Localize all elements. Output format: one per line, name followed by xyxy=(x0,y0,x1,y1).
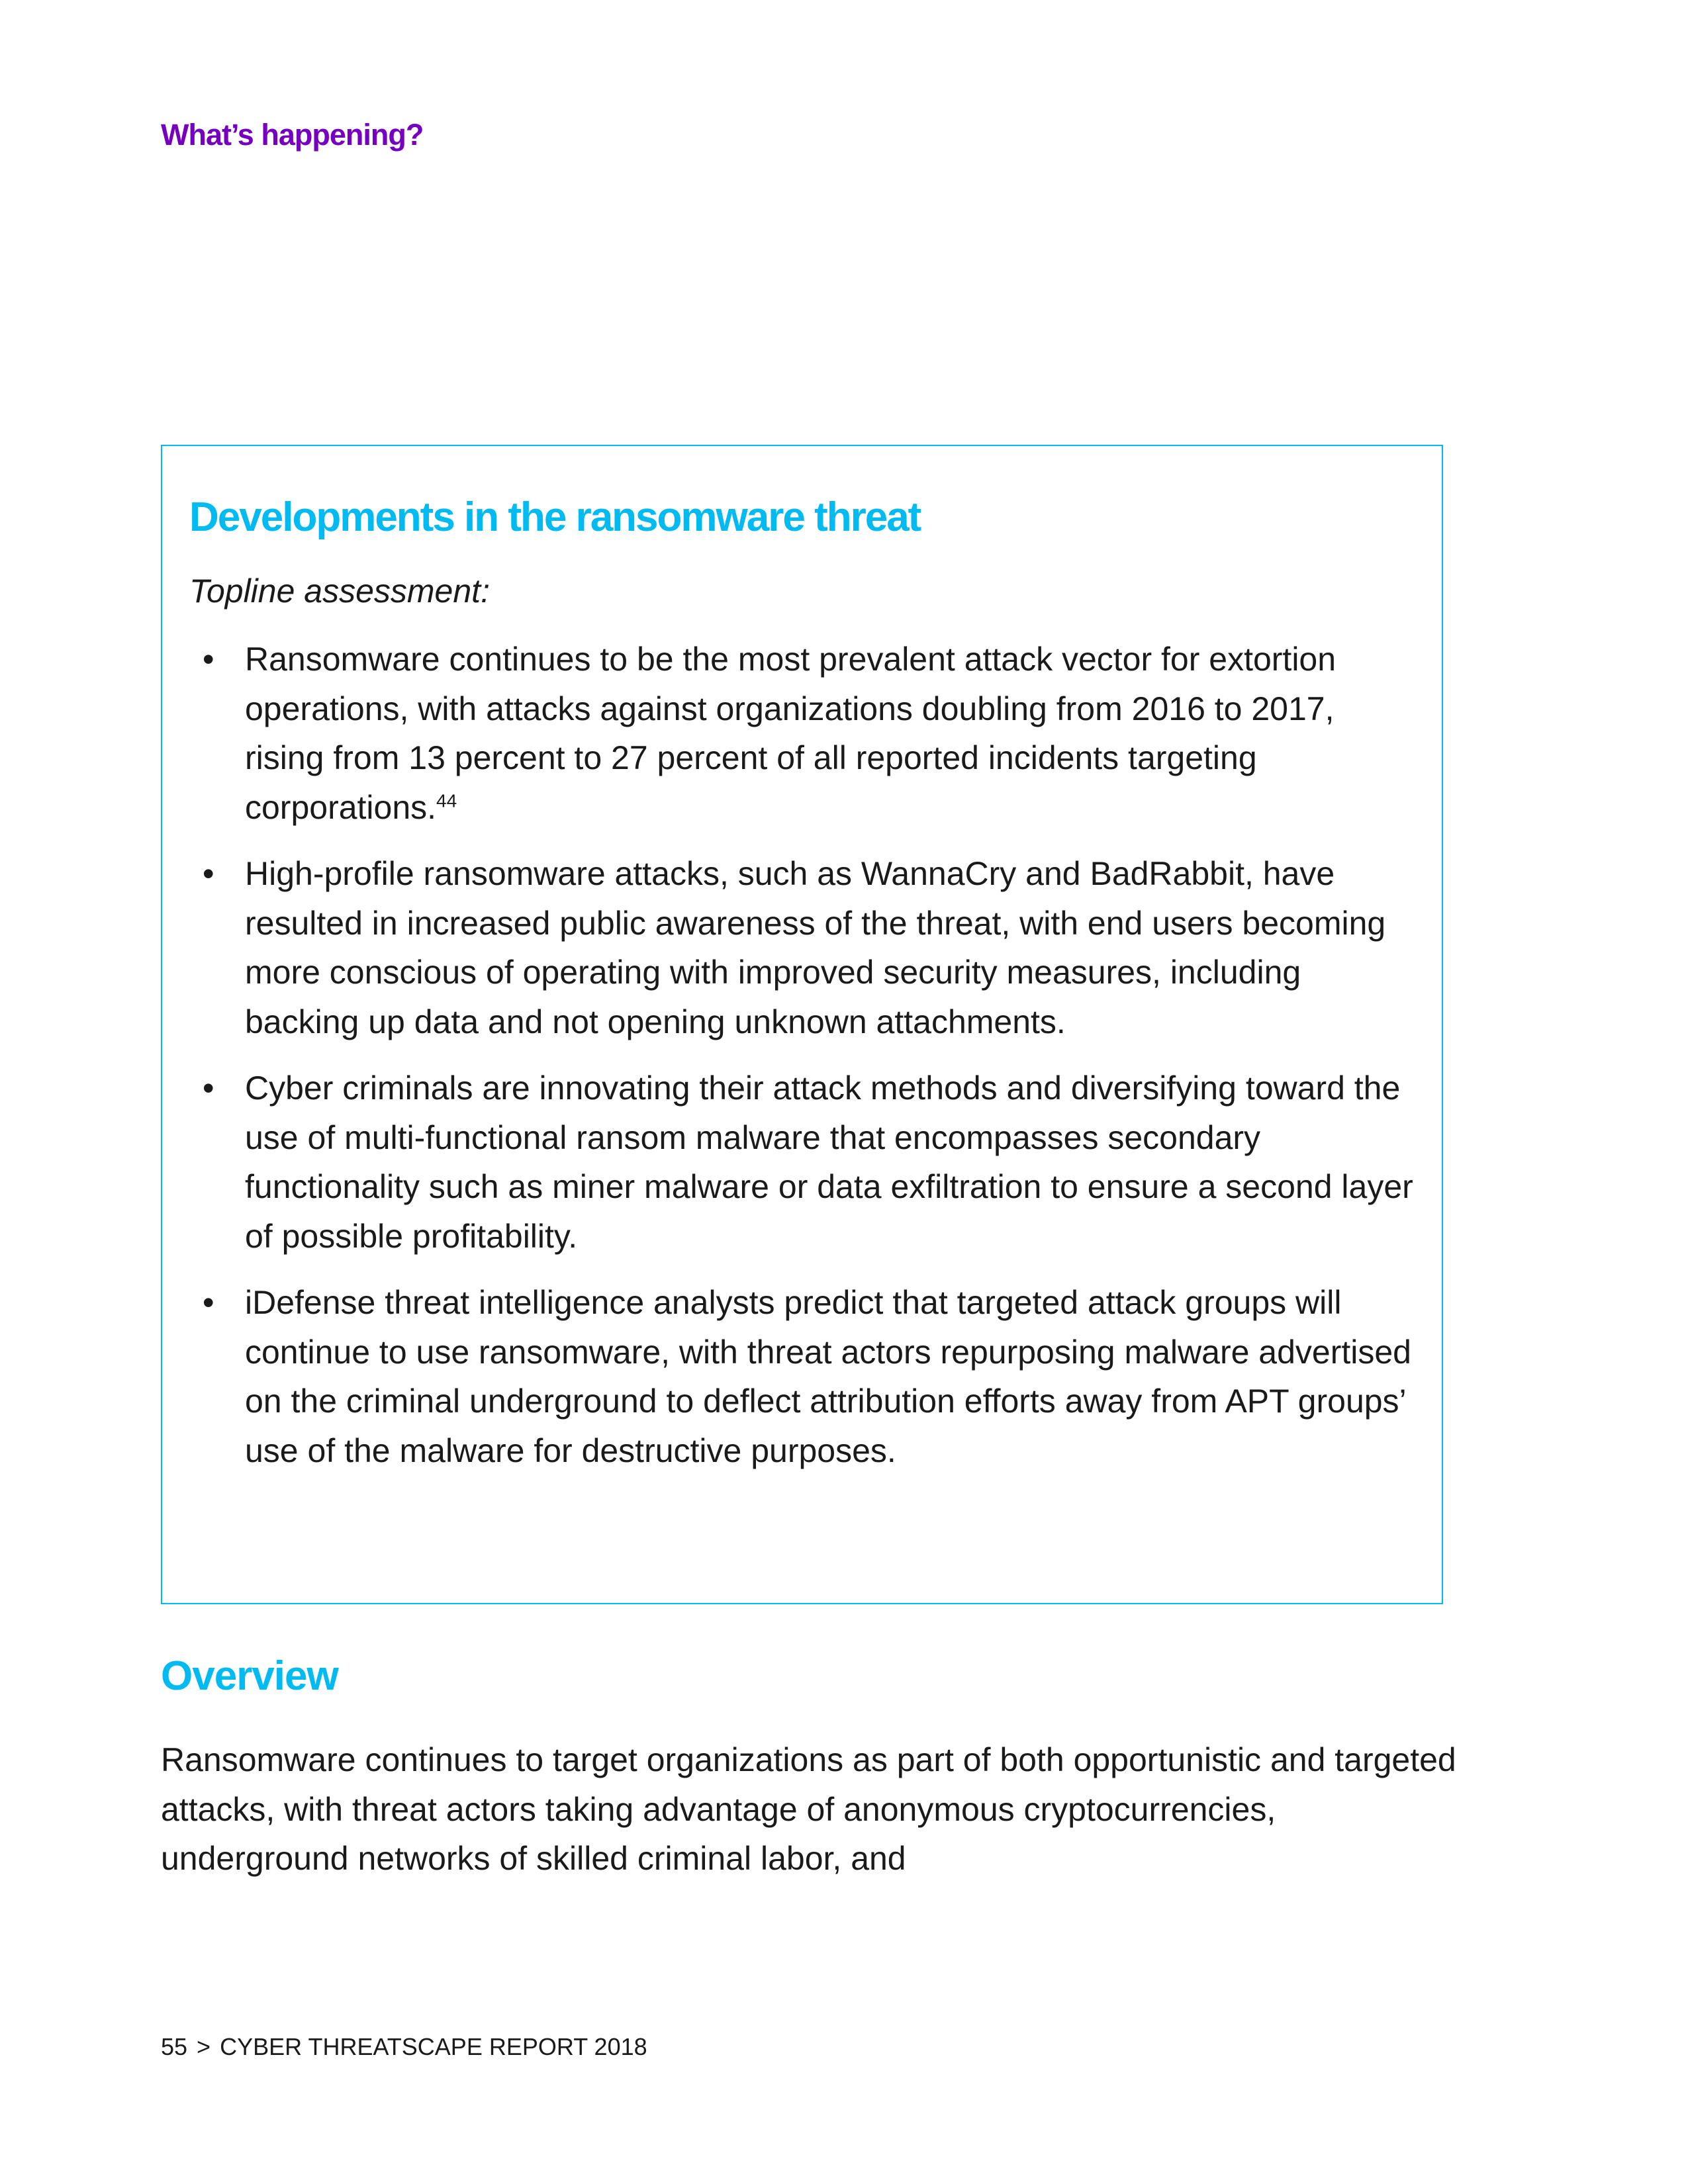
chevron-right-icon: > xyxy=(197,2033,211,2060)
footnote-ref: 44 xyxy=(436,790,457,811)
bullet-dot-icon: • xyxy=(203,1284,214,1321)
bullet-dot-icon: • xyxy=(203,855,214,892)
page-footer xyxy=(161,2033,657,2061)
callout-title: Developments in the ransomware threat xyxy=(189,494,921,540)
callout-subtitle: Topline assessment: xyxy=(189,572,490,610)
bullet-item xyxy=(189,1278,1417,1475)
overview-title: Overview xyxy=(161,1653,338,1699)
bullet-item xyxy=(189,849,1417,1046)
bullet-text-content: Ransomware continues to be the most prevalent attack vector for extortion operations, with attacks against organizations doubling from 2016 to 2017, rising from 13 percent to 27 percent of all reported incidents targeting corporations. xyxy=(245,641,1336,826)
bullet-text: Cyber criminals are innovating their attack methods and diversifying toward the use of multi-functional ransom malware that encompasses secondary functionality such as miner malware or data exfiltration to ensure a second layer of possible profitability. xyxy=(245,1069,1413,1255)
bullet-dot-icon: • xyxy=(203,641,214,678)
callout-box xyxy=(161,445,1443,1604)
section-header: What’s happening? xyxy=(161,118,424,152)
bullet-dot-icon: • xyxy=(203,1069,214,1107)
report-title: CYBER THREATSCAPE REPORT 2018 xyxy=(220,2033,647,2060)
overview-body: Ransomware continues to target organizations as part of both opportunistic and targeted attacks, with threat actors taking advantage of anonymous cryptocurrencies, underground networks of skilled criminal labor, and xyxy=(161,1741,1456,1877)
bullet-item xyxy=(189,635,1417,832)
bullet-text xyxy=(245,641,1336,826)
bullet-text: High-profile ransomware attacks, such as WannaCry and BadRabbit, have resulted in increased public awareness of the threat, with end users becoming more conscious of operating with improved security measures, including backing up data and not opening unknown attachments. xyxy=(245,855,1386,1040)
bullet-list xyxy=(189,635,1417,1492)
page-number: 55 xyxy=(161,2033,188,2060)
bullet-text: iDefense threat intelligence analysts predict that targeted attack groups will continue to use ransomware, with threat actors repurposing malware advertised on the criminal underground to deflect attribution efforts away from APT groups’ use of the malware for destructive purposes. xyxy=(245,1284,1411,1469)
bullet-item xyxy=(189,1064,1417,1261)
